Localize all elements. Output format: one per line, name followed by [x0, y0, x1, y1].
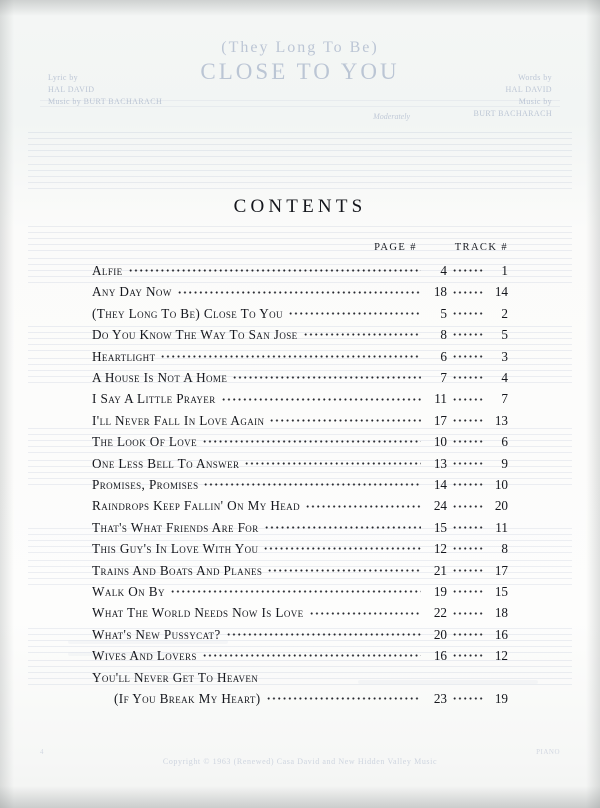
showthrough-title-line1: (They Long To Be) — [221, 39, 379, 56]
leader-dots — [305, 502, 421, 511]
entry-page: 15 — [433, 519, 447, 535]
leader-dots-small — [452, 502, 484, 511]
column-headers — [0, 242, 600, 253]
entry-page: 20 — [433, 626, 447, 642]
list-item[interactable] — [92, 410, 508, 431]
showthrough-footer: Copyright © 1963 (Renewed) Casa David and New Hidden Valley Music — [162, 757, 438, 766]
leader-dots-small — [452, 651, 484, 660]
leader-dots — [202, 651, 421, 660]
track-column-header: TRACK # — [454, 242, 508, 253]
leader-dots-small — [452, 330, 484, 339]
leader-dots — [232, 373, 421, 382]
showthrough-credits-right: Words by HAL DAVID Music by BURT BACHARACH — [473, 73, 552, 118]
entry-title: A House Is Not A Home — [92, 370, 228, 386]
entry-track: 5 — [501, 327, 508, 343]
leader-dots-small — [452, 266, 484, 275]
entry-page: 24 — [433, 498, 447, 514]
entry-title: This Guy's In Love With You — [92, 541, 259, 557]
entry-track: 11 — [495, 519, 508, 535]
leader-dots-small — [452, 352, 484, 361]
leader-dots — [264, 523, 421, 532]
leader-dots-small — [452, 373, 484, 382]
leader-dots — [203, 480, 421, 489]
entry-title: Any Day Now — [92, 284, 172, 300]
list-item[interactable] — [92, 538, 508, 559]
showthrough-corner-right: PIANO — [536, 748, 560, 756]
list-item-continuation[interactable] — [92, 688, 508, 709]
entry-track: 2 — [501, 305, 508, 321]
entry-page: 21 — [433, 562, 447, 578]
list-item[interactable] — [92, 453, 508, 474]
entry-track: 18 — [494, 605, 508, 621]
entry-title: (They Long To Be) Close To You — [92, 305, 283, 321]
leader-dots — [309, 609, 421, 618]
leader-dots — [170, 587, 421, 596]
entry-track: 15 — [494, 583, 508, 599]
table-of-contents-list — [0, 260, 600, 709]
leader-dots-small — [452, 609, 484, 618]
leader-dots-small — [452, 480, 484, 489]
leader-dots-small — [452, 694, 484, 703]
entry-subtitle: (If You Break My Heart) — [114, 690, 261, 706]
page-title: CONTENTS — [233, 196, 367, 217]
entry-title: Trains And Boats And Planes — [92, 562, 263, 578]
leader-dots — [267, 566, 421, 575]
entry-page: 17 — [433, 412, 447, 428]
leader-dots — [263, 673, 421, 682]
entry-track: 4 — [501, 370, 508, 386]
entry-title: You'll Never Get To Heaven — [92, 669, 259, 685]
entry-page: 6 — [440, 348, 447, 364]
entry-page: 8 — [440, 327, 447, 343]
entry-title: Walk On By — [92, 583, 165, 599]
list-item[interactable] — [92, 474, 508, 495]
entry-page: 18 — [433, 284, 447, 300]
leader-dots-small — [452, 587, 484, 596]
entry-track: 16 — [494, 626, 508, 642]
list-item[interactable] — [92, 324, 508, 345]
leader-dots-small — [452, 309, 484, 318]
entry-track: 6 — [501, 434, 508, 450]
leader-dots-small — [452, 673, 484, 682]
entry-track: 19 — [494, 690, 508, 706]
leader-dots — [202, 437, 421, 446]
leader-dots — [128, 266, 421, 275]
entry-track: 17 — [494, 562, 508, 578]
list-item[interactable] — [92, 388, 508, 409]
list-item[interactable] — [92, 624, 508, 645]
entry-page: 14 — [433, 477, 447, 492]
showthrough-title-line2: CLOSE TO YOU — [200, 59, 400, 84]
entry-title: Wives And Lovers — [92, 648, 197, 664]
entry-title: What The World Needs Now Is Love — [92, 605, 304, 621]
entry-page: 23 — [433, 690, 447, 706]
leader-dots — [221, 395, 421, 404]
entry-page: 10 — [433, 434, 447, 450]
entry-track: 20 — [494, 498, 508, 514]
entry-track: 1 — [501, 263, 508, 279]
entry-track: 14 — [494, 284, 508, 300]
leader-dots-small — [452, 288, 484, 297]
leader-dots — [160, 352, 421, 361]
entry-title: I'll Never Fall In Love Again — [92, 412, 265, 428]
entry-track: 13 — [494, 412, 508, 428]
leader-dots-small — [452, 437, 484, 446]
list-item[interactable] — [92, 645, 508, 666]
list-item[interactable] — [92, 260, 508, 281]
leader-dots-small — [452, 416, 484, 425]
leader-dots — [244, 459, 421, 468]
leader-dots — [266, 694, 421, 703]
list-item[interactable] — [92, 559, 508, 580]
entry-track: 9 — [501, 455, 508, 471]
page-column-header: PAGE # — [374, 242, 417, 253]
leader-dots-small — [452, 566, 484, 575]
leader-dots-small — [452, 395, 484, 404]
entry-page: 5 — [440, 305, 447, 321]
leader-dots — [288, 309, 421, 318]
entry-page: 4 — [440, 263, 447, 279]
list-item[interactable] — [92, 431, 508, 452]
entry-title: The Look Of Love — [92, 434, 197, 450]
contents-section — [0, 196, 600, 709]
entry-track: 7 — [501, 391, 508, 407]
leader-dots — [226, 630, 421, 639]
leader-dots — [303, 330, 421, 339]
list-item[interactable] — [92, 281, 508, 302]
list-item[interactable] — [92, 666, 508, 687]
leader-dots — [177, 288, 421, 297]
entry-title: What's New Pussycat? — [92, 626, 221, 642]
leader-dots — [269, 416, 421, 425]
showthrough-credits-left: Lyric by HAL DAVID Music by BURT BACHARACH — [48, 73, 163, 106]
entry-page: 13 — [433, 455, 447, 471]
showthrough-corner-left: 4 — [40, 748, 44, 756]
entry-page: 7 — [440, 370, 447, 386]
leader-dots — [263, 544, 421, 553]
leader-dots-small — [452, 523, 484, 532]
entry-title: I Say A Little Prayer — [92, 391, 216, 407]
entry-title: Do You Know The Way To San Jose — [92, 327, 298, 343]
entry-track: 3 — [501, 348, 508, 364]
entry-title: Raindrops Keep Fallin' On My Head — [92, 498, 300, 514]
entry-track: 8 — [501, 541, 508, 557]
showthrough-tempo: Moderately — [373, 112, 410, 121]
list-item[interactable] — [92, 346, 508, 367]
entry-track: 10 — [494, 477, 508, 492]
entry-title: Heartlight — [92, 348, 156, 364]
entry-page: 12 — [433, 541, 447, 557]
list-item[interactable] — [92, 581, 508, 602]
list-item[interactable] — [92, 602, 508, 623]
entry-page: 19 — [433, 583, 447, 599]
entry-title: Promises, Promises — [92, 477, 199, 492]
list-item[interactable] — [92, 303, 508, 324]
entry-page: 11 — [434, 391, 447, 407]
entry-page: 22 — [433, 605, 447, 621]
leader-dots-small — [452, 630, 484, 639]
list-item[interactable] — [92, 495, 508, 516]
entry-title: Alfie — [92, 263, 123, 279]
entry-track: 12 — [494, 648, 508, 664]
entry-title: One Less Bell To Answer — [92, 455, 240, 471]
entry-page: 16 — [433, 648, 447, 664]
list-item[interactable] — [92, 517, 508, 538]
entry-title: That's What Friends Are For — [92, 519, 259, 535]
list-item[interactable] — [92, 367, 508, 388]
leader-dots-small — [452, 544, 484, 553]
leader-dots-small — [452, 459, 484, 468]
